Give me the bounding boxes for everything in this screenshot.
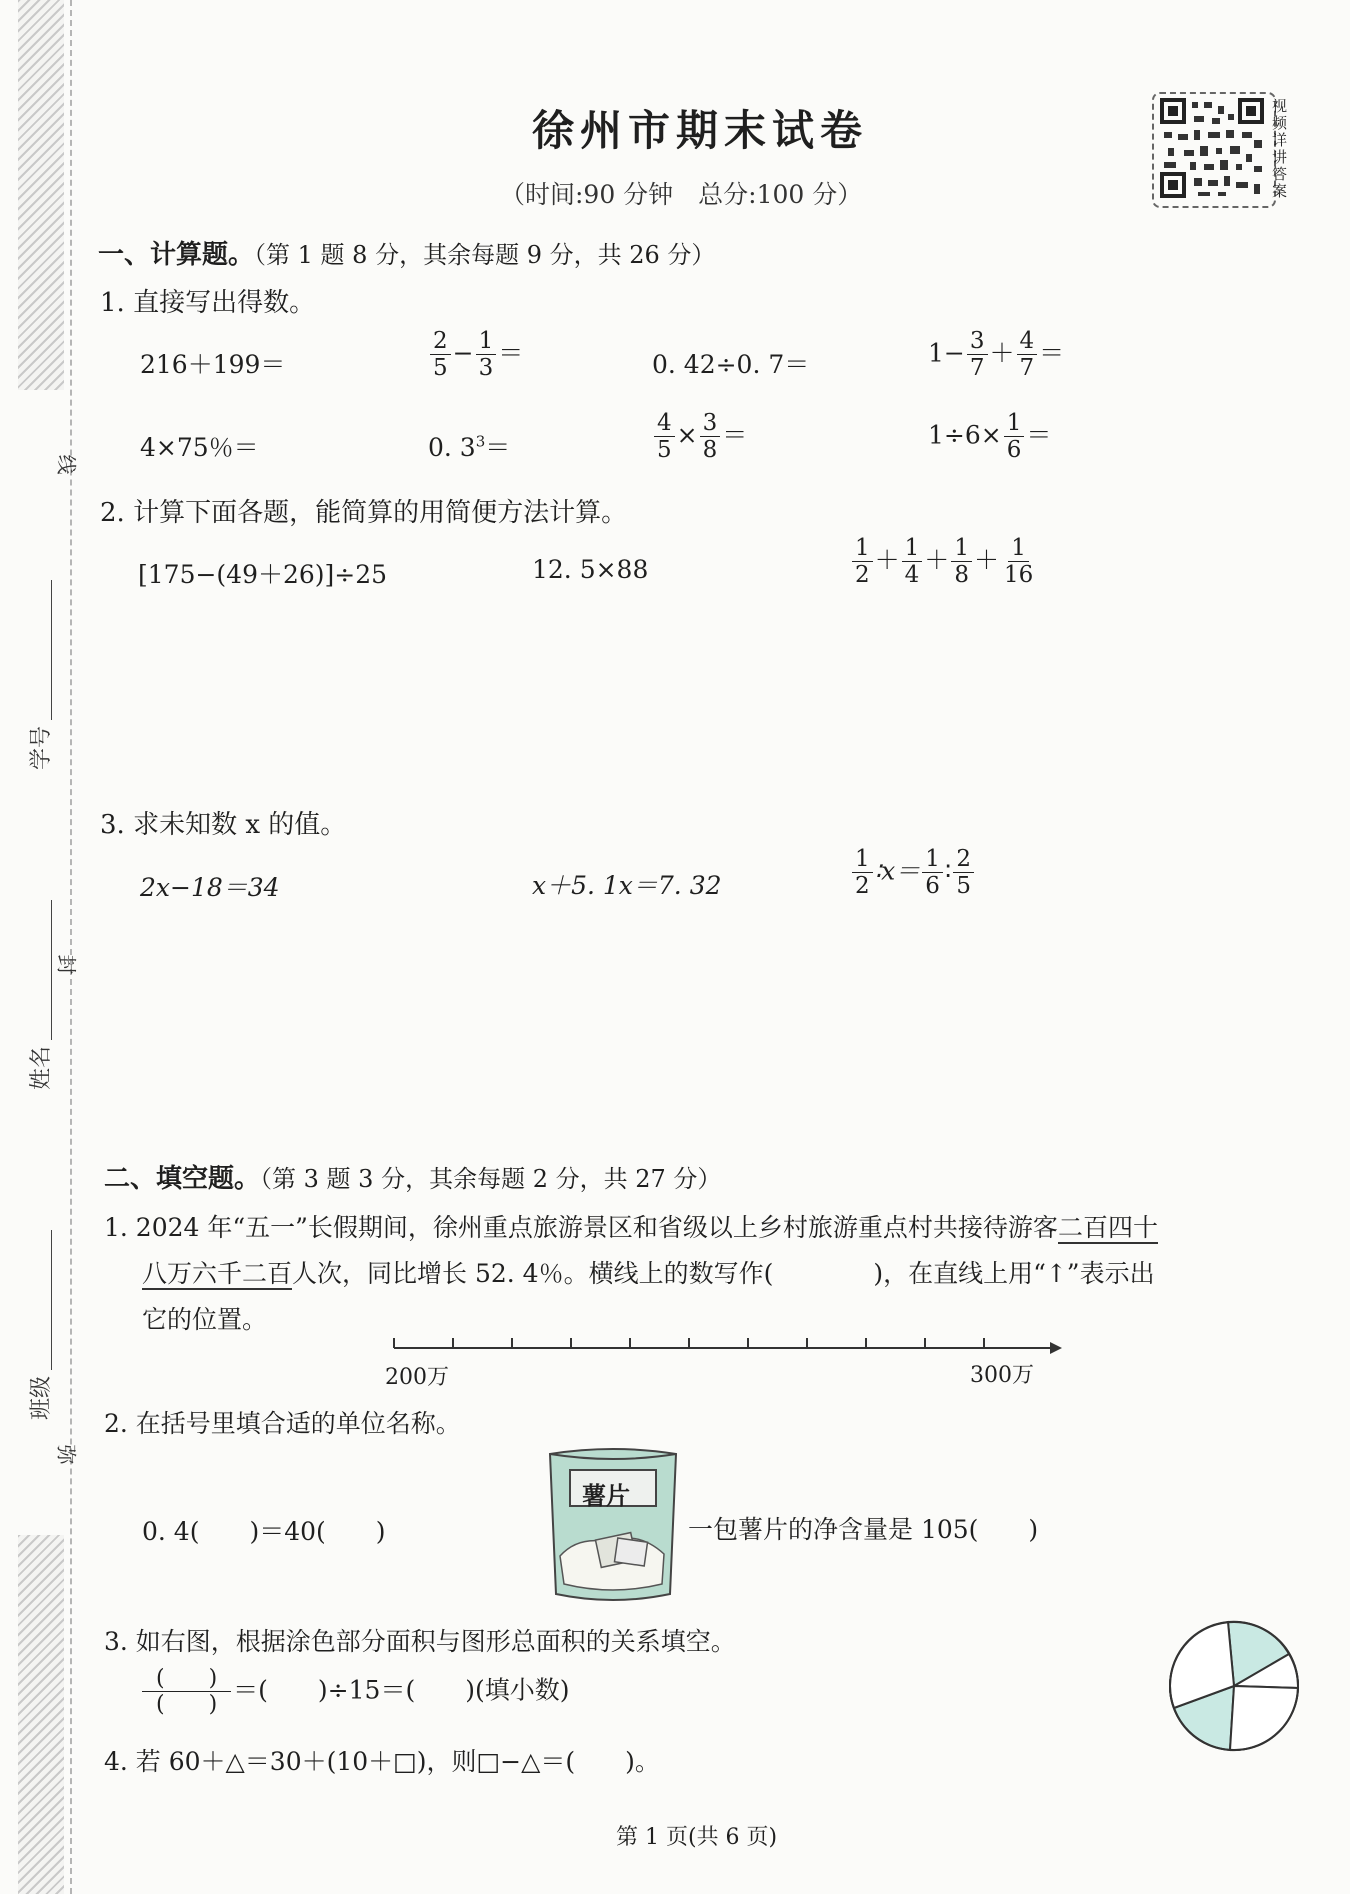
- margin-hatch-bottom: [18, 1535, 64, 1894]
- mark-mi: 弥: [54, 1444, 79, 1465]
- margin-hatch-top: [18, 0, 64, 390]
- axis-end-label: 300万: [970, 1363, 1034, 1388]
- page-title: 徐州市期末试卷: [532, 106, 869, 155]
- q1-3-expr3: $\frac{1}{2}$ ∶x＝ $\frac{1}{6}$ ∶ $\frac{2}{5}$: [850, 846, 976, 900]
- q1-2-expr2: 12. 5×88: [532, 555, 649, 584]
- q2-3-expr: $\frac{( )}{( )}$ ＝( )÷15＝( )(填小数): [140, 1666, 569, 1718]
- q1-1-expr1: 216＋199＝: [140, 350, 286, 379]
- q2-2-right: 一包薯片的净含量是 105( ): [688, 1515, 1039, 1544]
- q1-3-expr2: x＋5. 1x＝7. 32: [532, 871, 722, 900]
- qr-label: 视频详讲答案: [1272, 97, 1288, 200]
- student-number-label: 学号: [29, 725, 54, 770]
- student-name-label: 姓名: [29, 1045, 54, 1090]
- page-footer: 第 1 页(共 6 页): [616, 1825, 778, 1850]
- cut-line: [70, 0, 72, 1894]
- student-number-field: [24, 580, 55, 770]
- section2-title: 二、填空题。: [104, 1164, 261, 1194]
- page-subtitle: （时间:90 分钟 总分:100 分）: [500, 180, 863, 209]
- q1-3-expr1: 2x−18＝34: [140, 873, 280, 902]
- q2-3-label: 3. 如右图，根据涂色部分面积与图形总面积的关系填空。: [104, 1627, 736, 1656]
- q1-1-label: 1. 直接写出得数。: [100, 288, 316, 318]
- q1-3-label: 3. 求未知数 x 的值。: [100, 810, 347, 840]
- qr-code[interactable]: [1152, 92, 1276, 208]
- q1-1-expr6: 0. $3^3=$: [428, 432, 511, 462]
- axis-start-label: 200万: [385, 1365, 449, 1390]
- q1-1-expr8: 1÷6× $\frac{1}{6}$ ＝: [928, 410, 1052, 464]
- q1-2-expr1: [175−(49＋26)]÷25: [138, 560, 388, 589]
- underlined-number-part1: 二百四十: [1057, 1213, 1158, 1242]
- q2-2-label: 2. 在括号里填合适的单位名称。: [104, 1409, 461, 1438]
- chips-bag-image: [538, 1444, 688, 1606]
- q1-1-expr4: 1− $\frac{3}{7}$ ＋ $\frac{4}{7}$ ＝: [928, 328, 1065, 382]
- chips-bag-label: 薯片: [582, 1481, 630, 1510]
- q2-1-line2: 八万六千二百人次，同比增长 52. 4％。横线上的数写作( )，在直线上用“↑”表示出: [142, 1259, 1155, 1288]
- section1-title: 一、计算题。: [98, 240, 255, 270]
- mark-line: 线: [54, 454, 79, 475]
- underlined-number-part2: 八万六千二百: [142, 1259, 293, 1288]
- mark-seal: 封: [54, 954, 79, 975]
- class-field: [24, 1230, 55, 1420]
- q1-1-expr5: 4×75％＝: [140, 433, 259, 462]
- q2-4-text: 4. 若 60＋△＝30＋(10＋□)，则□−△＝( )。: [104, 1747, 660, 1776]
- q2-1-line3: 它的位置。: [142, 1305, 268, 1334]
- q2-1-line1: 1. 2024 年“五一”长假期间，徐州重点旅游景区和省级以上乡村旅游重点村共接待游客二百四十: [104, 1213, 1158, 1242]
- q1-1-expr2: $\frac{2}{5}$ − $\frac{1}{3}$ ＝: [428, 328, 523, 382]
- q1-2-label: 2. 计算下面各题，能简算的用简便方法计算。: [100, 498, 628, 528]
- q1-1-expr7: $\frac{4}{5}$ × $\frac{3}{8}$ ＝: [652, 410, 747, 464]
- q1-2-expr3: $\frac{1}{2}$ ＋ $\frac{1}{4}$ ＋ $\frac{1}{8}$ ＋ $\frac{1}{16}$: [850, 535, 1038, 589]
- number-line: [390, 1330, 1070, 1380]
- q1-1-expr3: 0. 42÷0. 7＝: [652, 350, 810, 379]
- student-name-field: [24, 900, 55, 1090]
- qr-code-icon: [1154, 94, 1270, 202]
- section2-heading: [104, 1158, 721, 1195]
- section1-note: （第 1 题 8 分，其余每题 9 分，共 26 分）: [254, 241, 716, 269]
- class-label: 班级: [29, 1375, 54, 1420]
- section1-heading: [98, 234, 715, 271]
- section2-note: （第 3 题 3 分，其余每题 2 分，共 27 分）: [260, 1165, 722, 1193]
- pie-figure: [1164, 1616, 1304, 1756]
- q2-2-left: 0. 4( )＝40( ): [142, 1517, 386, 1546]
